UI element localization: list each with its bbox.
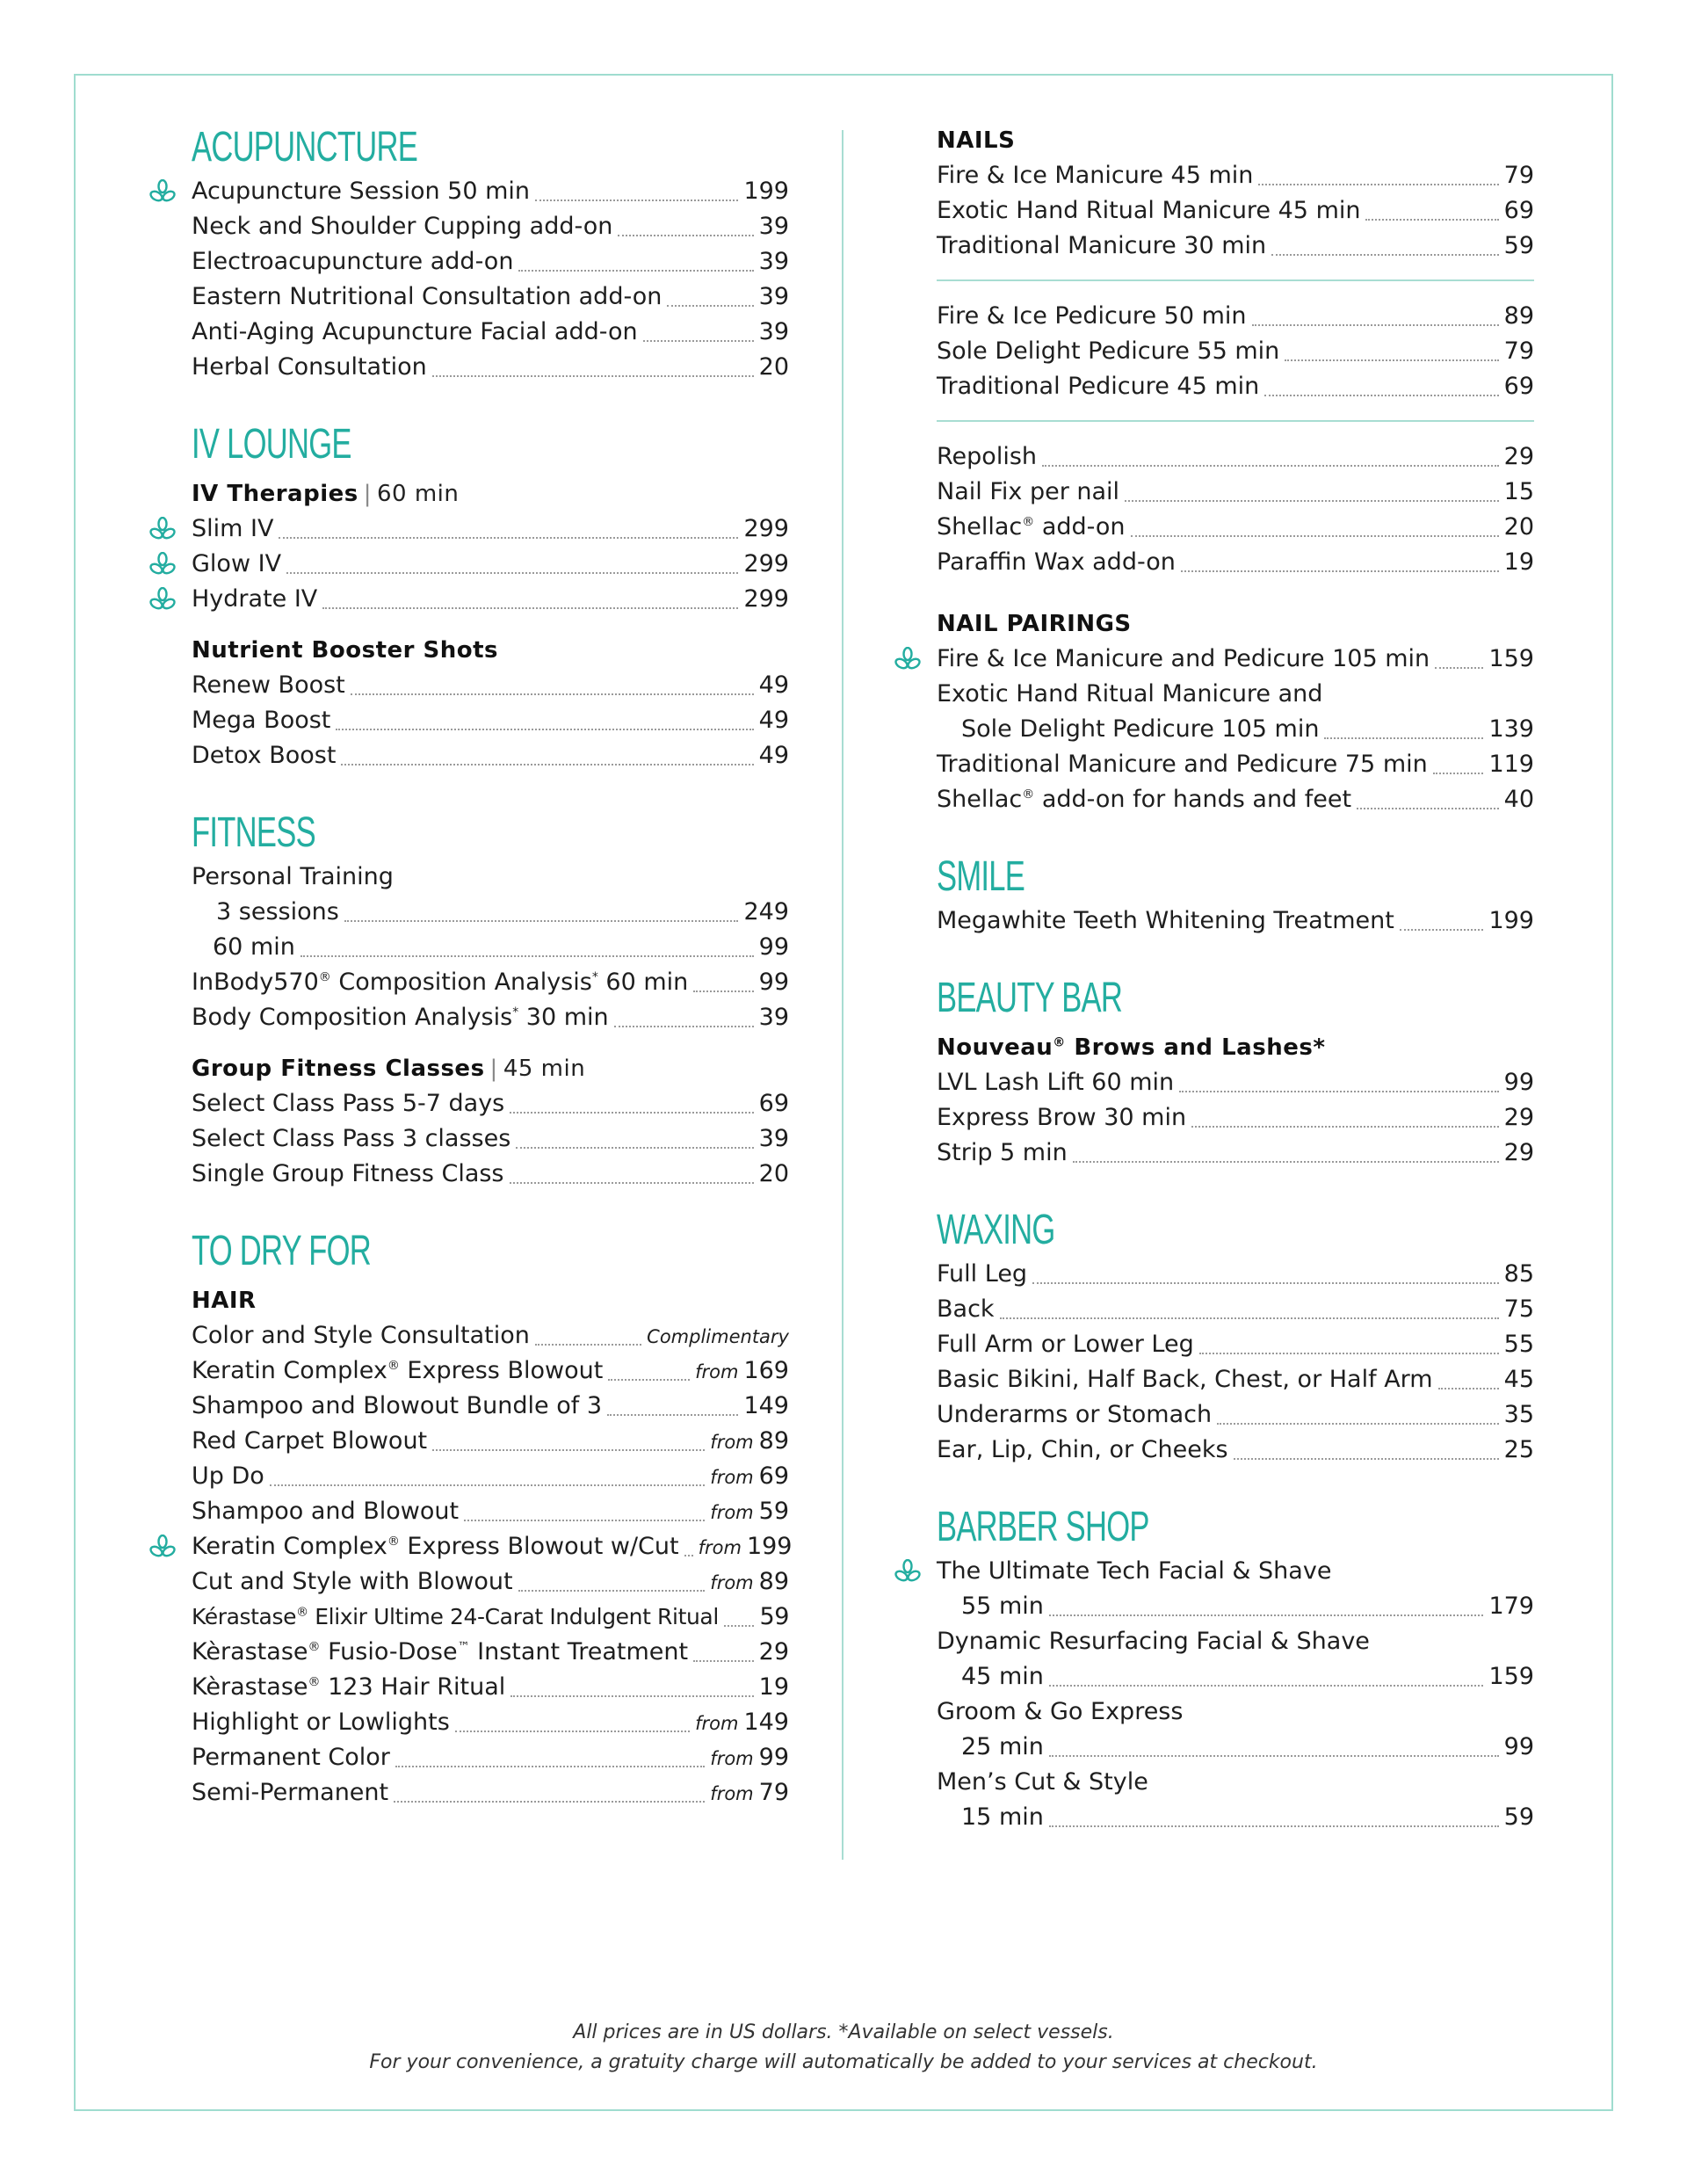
menu-item: Sole Delight Pedicure 55 min 79 <box>937 337 1534 365</box>
menu-item: Eastern Nutritional Consultation add-on 39 <box>192 283 789 310</box>
section-title-iv-lounge: IV LOUNGE <box>192 421 351 468</box>
footnote-gratuity: For your convenience, a gratuity charge will automatically be added to your services at checkout. <box>369 2051 1318 2073</box>
menu-item-label: Men’s Cut & Style <box>937 1768 1148 1796</box>
section-title-fitness: FITNESS <box>192 809 315 856</box>
menu-item: Mega Boost 49 <box>192 707 789 734</box>
trefoil-flower-icon <box>894 1559 921 1584</box>
menu-item: Cut and Style with Blowout from 89 <box>192 1568 789 1595</box>
menu-item: Express Brow 30 min 29 <box>937 1104 1534 1131</box>
menu-item-label: The Ultimate Tech Facial & Shave <box>937 1554 1534 1589</box>
trefoil-flower-icon <box>894 647 921 671</box>
menu-item: 45 min 159 <box>961 1663 1534 1690</box>
left-column <box>192 123 793 1810</box>
menu-item: Red Carpet Blowout from 89 <box>192 1427 789 1455</box>
menu-item: Basic Bikini, Half Back, Chest, or Half Arm 45 <box>937 1366 1534 1393</box>
menu-item: Select Class Pass 3 classes 39 <box>192 1125 789 1152</box>
menu-item: Single Group Fitness Class 20 <box>192 1160 789 1187</box>
sub-heading-booster-shots: Nutrient Booster Shots <box>192 637 499 664</box>
menu-item: Kérastase® Elixir Ultime 24-Carat Indulgent Ritual 59 <box>192 1603 789 1630</box>
menu-item: InBody570® Composition Analysis* 60 min 99 <box>192 969 789 996</box>
menu-item: Shellac® add-on 20 <box>937 513 1534 541</box>
menu-item: Permanent Color from 99 <box>192 1744 789 1771</box>
footnote-prices: All prices are in US dollars. *Available on select vessels. <box>573 2021 1114 2043</box>
menu-item: Paraffin Wax add-on 19 <box>937 548 1534 576</box>
menu-item: Acupuncture Session 50 min 199 <box>192 174 789 209</box>
menu-item: Sole Delight Pedicure 105 min 139 <box>961 715 1534 743</box>
menu-item: Electroacupuncture add-on 39 <box>192 248 789 275</box>
menu-item: Hydrate IV 299 <box>192 582 789 617</box>
menu-item: Up Do from 69 <box>192 1462 789 1490</box>
menu-item: 15 min 59 <box>961 1803 1534 1831</box>
section-title-waxing: WAXING <box>937 1207 1055 1253</box>
section-title-smile: SMILE <box>937 853 1025 900</box>
section-title-beauty-bar: BEAUTY BAR <box>937 975 1123 1021</box>
section-title-nail-pairings: NAIL PAIRINGS <box>937 611 1132 637</box>
section-title-to-dry-for: TO DRY FOR <box>192 1228 372 1274</box>
section-rule <box>937 420 1534 422</box>
menu-item: Ear, Lip, Chin, or Cheeks 25 <box>937 1436 1534 1463</box>
sub-heading-iv-therapies: IV Therapies | 60 min <box>192 481 460 507</box>
menu-item: Full Arm or Lower Leg 55 <box>937 1331 1534 1358</box>
menu-item: Keratin Complex® Express Blowout w/Cut from 199 <box>192 1529 789 1564</box>
trefoil-flower-icon <box>149 552 176 577</box>
menu-item-label: Exotic Hand Ritual Manicure and <box>937 680 1323 707</box>
menu-item: Underarms or Stomach 35 <box>937 1401 1534 1428</box>
menu-item: Neck and Shoulder Cupping add-on 39 <box>192 213 789 240</box>
menu-item: 60 min 99 <box>213 933 789 961</box>
sub-heading-hair: HAIR <box>192 1288 257 1314</box>
menu-item: LVL Lash Lift 60 min 99 <box>937 1069 1534 1096</box>
menu-item: Herbal Consultation 20 <box>192 353 789 381</box>
menu-item: Select Class Pass 5-7 days 69 <box>192 1090 789 1117</box>
menu-item: Nail Fix per nail 15 <box>937 478 1534 505</box>
trefoil-flower-icon <box>149 179 176 204</box>
section-title-acupuncture: ACUPUNCTURE <box>192 124 418 171</box>
menu-item: Shampoo and Blowout Bundle of 3 149 <box>192 1392 789 1419</box>
menu-item: Strip 5 min 29 <box>937 1139 1534 1166</box>
trefoil-flower-icon <box>149 517 176 541</box>
menu-item: Highlight or Lowlights from 149 <box>192 1709 789 1736</box>
section-title-nails: NAILS <box>937 127 1016 154</box>
menu-item: Fire & Ice Manicure and Pedicure 105 min 159 <box>937 642 1534 677</box>
menu-item: 25 min 99 <box>961 1733 1534 1760</box>
menu-item: Traditional Manicure and Pedicure 75 min 119 <box>937 751 1534 778</box>
menu-item: Color and Style Consultation Complimentary <box>192 1322 789 1349</box>
menu-item: 3 sessions 249 <box>216 898 789 925</box>
section-rule <box>937 279 1534 281</box>
trefoil-flower-icon <box>149 587 176 612</box>
menu-item: Body Composition Analysis* 30 min 39 <box>192 1004 789 1031</box>
right-column <box>937 123 1534 1835</box>
menu-item-label: Groom & Go Express <box>937 1698 1184 1725</box>
menu-item: Fire & Ice Pedicure 50 min 89 <box>937 302 1534 330</box>
menu-item: Kèrastase® 123 Hair Ritual 19 <box>192 1673 789 1701</box>
menu-item: Shampoo and Blowout from 59 <box>192 1498 789 1525</box>
column-divider <box>842 130 844 1860</box>
menu-item: Traditional Pedicure 45 min 69 <box>937 373 1534 400</box>
menu-item: Fire & Ice Manicure 45 min 79 <box>937 162 1534 189</box>
menu-item: Semi-Permanent from 79 <box>192 1779 789 1806</box>
menu-item: Megawhite Teeth Whitening Treatment 199 <box>937 907 1534 934</box>
menu-item-label: Dynamic Resurfacing Facial & Shave <box>937 1628 1370 1655</box>
menu-item: Glow IV 299 <box>192 547 789 582</box>
menu-item: Shellac® add-on for hands and feet 40 <box>937 786 1534 813</box>
menu-item-label: Personal Training <box>192 863 394 890</box>
sub-heading-group-fitness: Group Fitness Classes | 45 min <box>192 1056 586 1082</box>
menu-item: Keratin Complex® Express Blowout from 169 <box>192 1357 789 1384</box>
section-title-barber-shop: BARBER SHOP <box>937 1504 1149 1550</box>
menu-item: Anti-Aging Acupuncture Facial add-on 39 <box>192 318 789 345</box>
menu-item: Back 75 <box>937 1295 1534 1323</box>
menu-item: 55 min 179 <box>961 1593 1534 1620</box>
menu-item: Traditional Manicure 30 min 59 <box>937 232 1534 259</box>
sub-heading-brows-lashes: Nouveau® Brows and Lashes* <box>937 1034 1326 1061</box>
trefoil-flower-icon <box>149 1535 176 1559</box>
menu-item: Repolish 29 <box>937 443 1534 470</box>
menu-item: Exotic Hand Ritual Manicure 45 min 69 <box>937 197 1534 224</box>
menu-item: Slim IV 299 <box>192 512 789 547</box>
menu-item: Kèrastase® Fusio-Dose™ Instant Treatment 29 <box>192 1638 789 1665</box>
menu-item: Full Leg 85 <box>937 1260 1534 1288</box>
menu-item: Detox Boost 49 <box>192 742 789 769</box>
menu-item: Renew Boost 49 <box>192 671 789 699</box>
